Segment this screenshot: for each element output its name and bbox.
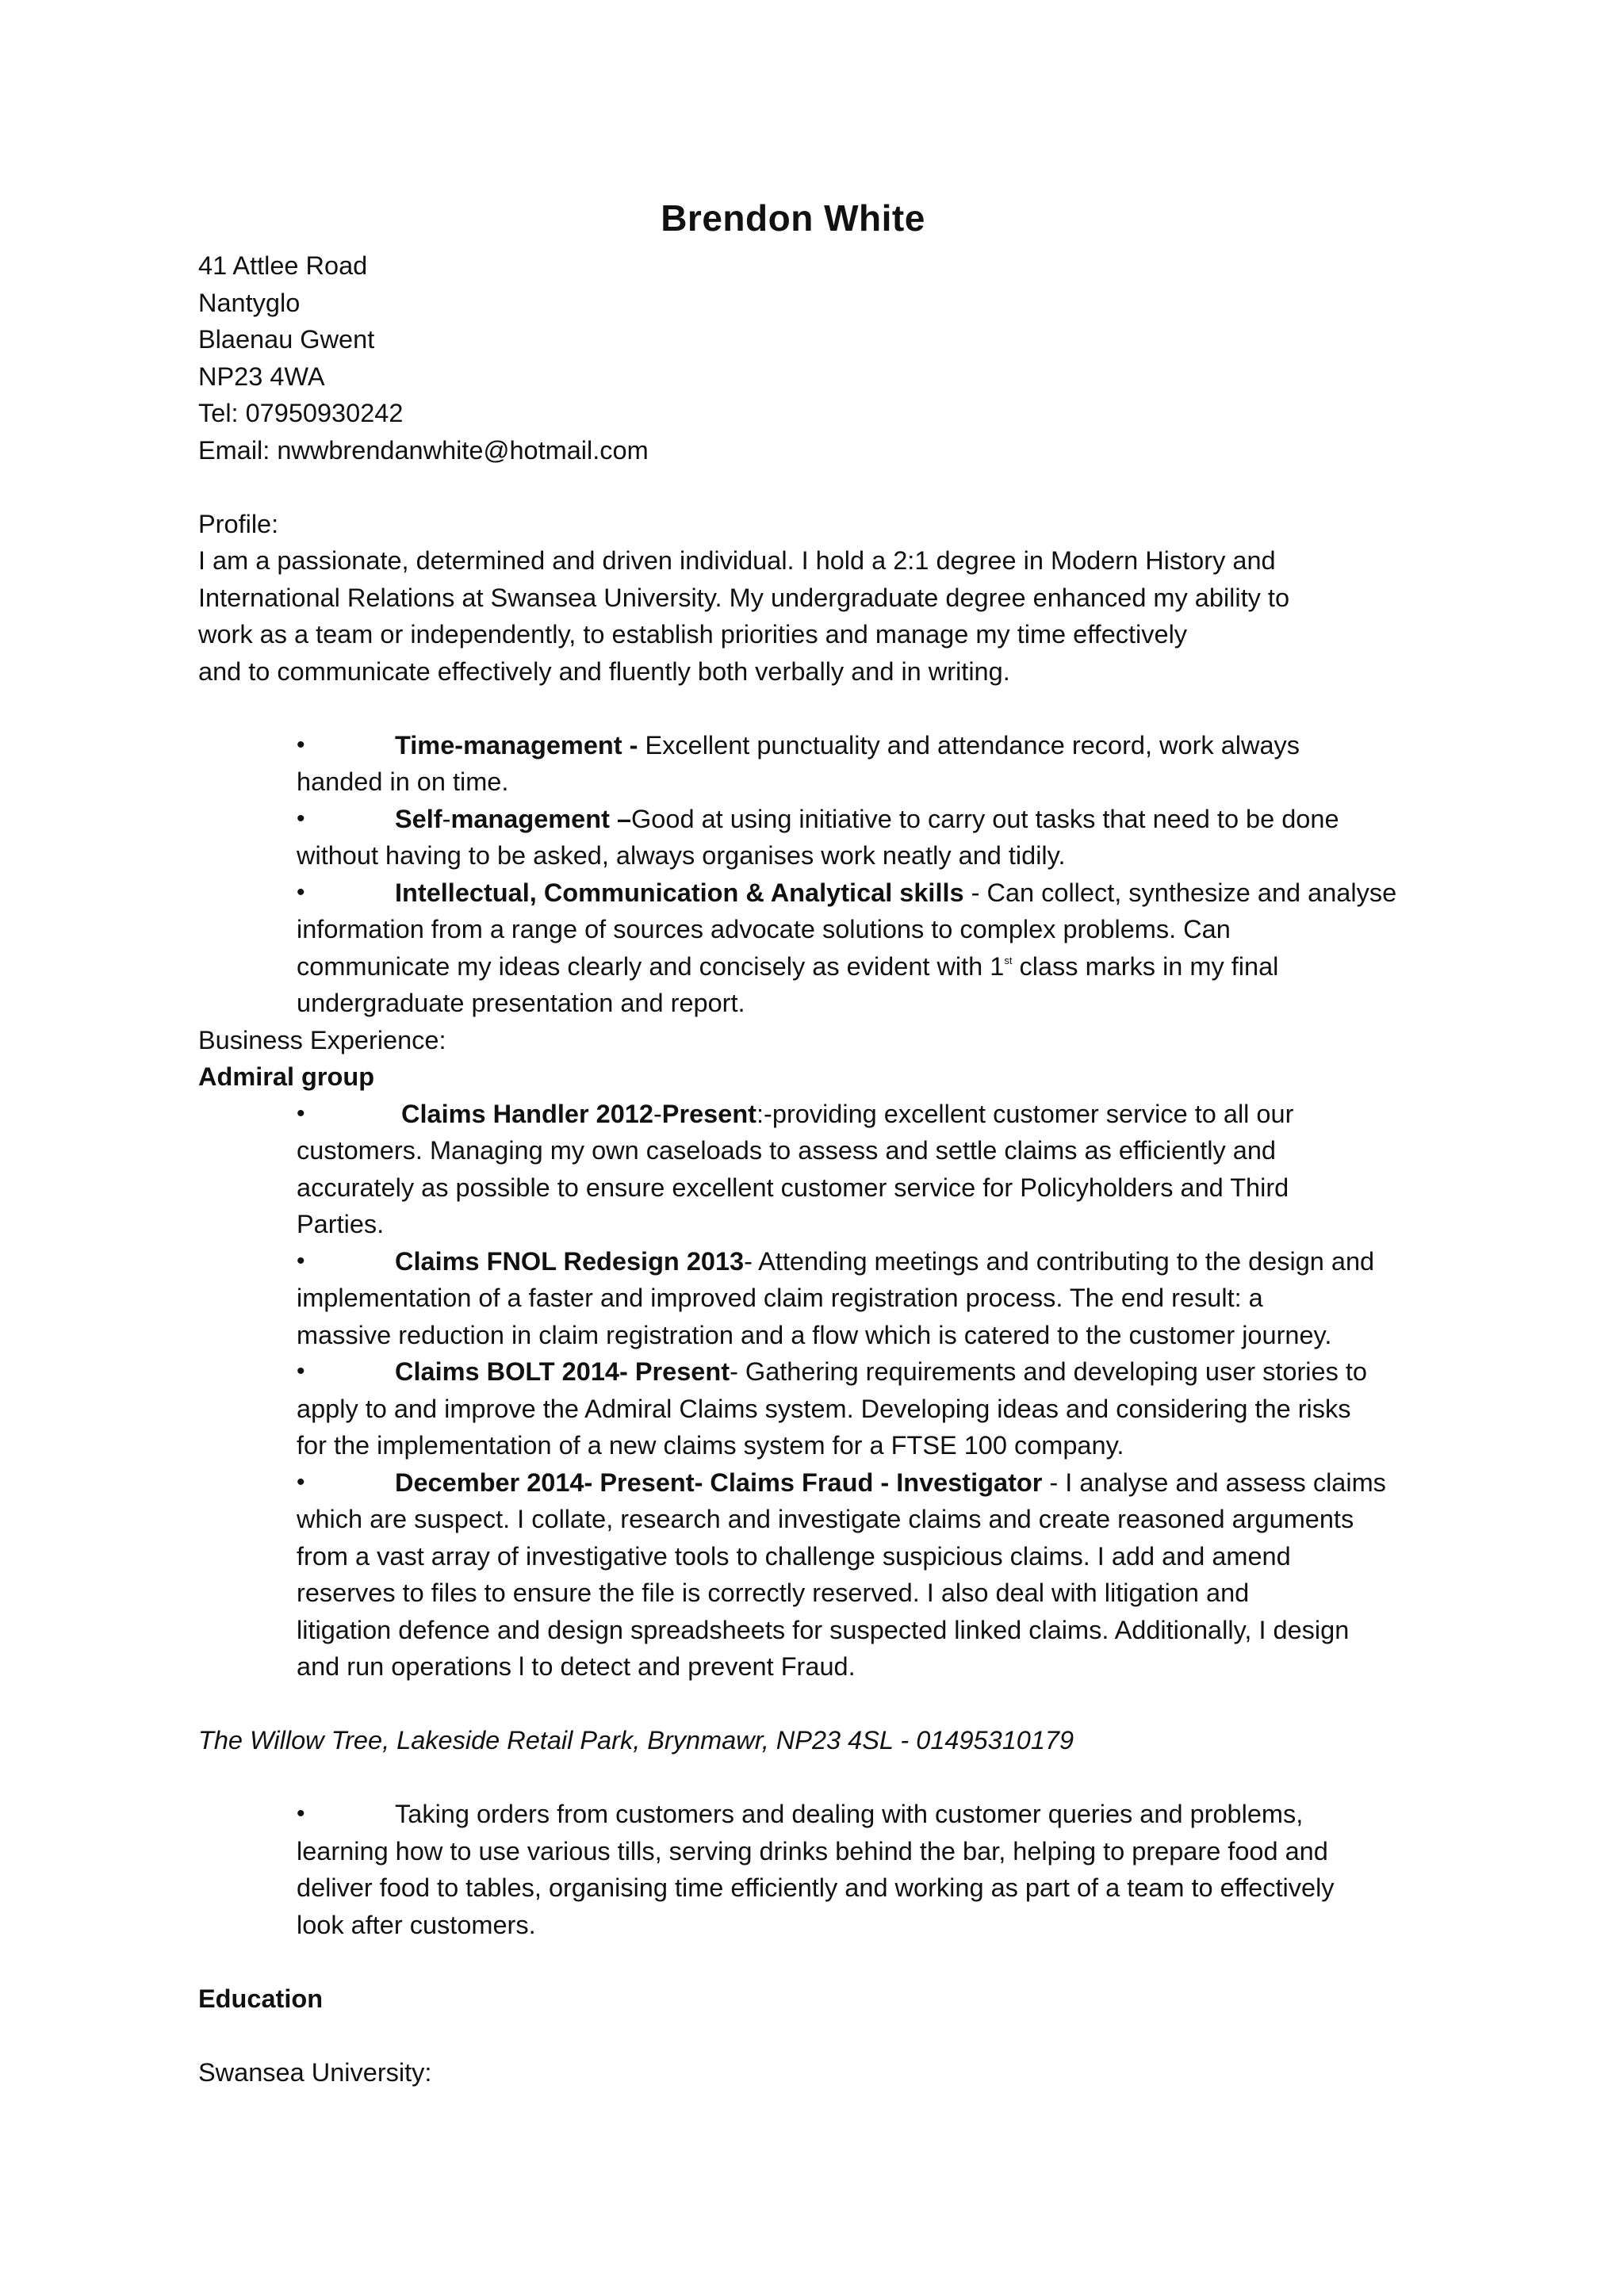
role-claims-bolt bbox=[198, 1353, 1435, 1464]
address-postcode: NP23 4WA bbox=[198, 362, 325, 391]
role-text-cont: which are suspect. I collate, research and investigate claims and create reasoned arguments bbox=[297, 1505, 1354, 1533]
bullet-icon: • bbox=[297, 1468, 305, 1495]
role-text-cont: and run operations l to detect and prevent Fraud. bbox=[297, 1652, 856, 1681]
role-text-cont: Parties. bbox=[297, 1210, 385, 1238]
address-line-3: Blaenau Gwent bbox=[198, 325, 375, 354]
skill-time-management bbox=[198, 727, 1435, 801]
role-title: Claims FNOL Redesign 2013 bbox=[395, 1246, 745, 1276]
role-text-cont: accurately as possible to ensure excellent customer service for Policyholders and Third bbox=[297, 1173, 1289, 1202]
role-title: December 2014- Present- Claims Fraud - Investigator bbox=[395, 1468, 1043, 1497]
bullet-icon: • bbox=[297, 1358, 305, 1384]
skill-text-cont: handed in on time. bbox=[297, 767, 509, 796]
bullet-icon: • bbox=[297, 805, 305, 832]
company-name: Admiral group bbox=[198, 1062, 375, 1091]
role-text: - Attending meetings and contributing to the design and bbox=[744, 1246, 1375, 1276]
duty-text-cont: look after customers. bbox=[297, 1910, 536, 1939]
willow-heading: The Willow Tree, Lakeside Retail Park, Brynmawr, NP23 4SL - 01495310179 bbox=[198, 1726, 1074, 1755]
skill-title-b: management – bbox=[450, 804, 632, 833]
profile-heading: Profile: bbox=[198, 509, 279, 538]
role-claims-fraud bbox=[198, 1464, 1435, 1686]
skill-title-dash: - bbox=[442, 804, 451, 833]
role-fnol-redesign bbox=[198, 1243, 1435, 1354]
duty-text-cont: deliver food to tables, organising time efficiently and working as part of a team to effectively bbox=[297, 1873, 1335, 1902]
skill-self-management bbox=[198, 801, 1435, 874]
skill-text-cont: class marks in my final bbox=[1012, 951, 1279, 981]
skill-text-cont: undergraduate presentation and report. bbox=[297, 989, 745, 1017]
skill-intellectual bbox=[198, 874, 1435, 1022]
duty-text-cont: learning how to use various tills, serving drinks behind the bar, helping to prepare food and bbox=[297, 1836, 1328, 1866]
role-title-b: Present bbox=[661, 1099, 757, 1128]
bullet-icon: • bbox=[297, 1247, 305, 1274]
role-title: Claims BOLT 2014- Present bbox=[395, 1357, 730, 1386]
bullet-icon: • bbox=[297, 731, 305, 758]
role-claims-handler bbox=[198, 1096, 1435, 1243]
role-text-cont: reserves to files to ensure the file is correctly reserved. I also deal with litigation and bbox=[297, 1578, 1250, 1607]
role-text-cont: for the implementation of a new claims system for a FTSE 100 company. bbox=[297, 1431, 1124, 1460]
skill-text: - Can collect, synthesize and analyse bbox=[963, 878, 1397, 907]
role-text-cont: customers. Managing my own caseloads to assess and settle claims as efficiently and bbox=[297, 1136, 1276, 1165]
role-text-cont: implementation of a faster and improved claim registration process. The end result: a bbox=[297, 1284, 1263, 1312]
role-title-dash: - bbox=[653, 1099, 662, 1128]
bullet-icon: • bbox=[297, 1100, 305, 1127]
skill-text-cont: communicate my ideas clearly and concisely as evident with 1 bbox=[297, 951, 1005, 981]
profile-line-4: and to communicate effectively and fluently both verbally and in writing. bbox=[198, 656, 1010, 686]
duty-text: Taking orders from customers and dealing with customer queries and problems, bbox=[395, 1800, 1304, 1828]
role-text-cont: massive reduction in claim registration and a flow which is catered to the customer journey. bbox=[297, 1320, 1332, 1349]
role-text: :-providing excellent customer service to all our bbox=[756, 1099, 1294, 1128]
telephone: Tel: 07950930242 bbox=[198, 399, 404, 427]
bullet-icon: • bbox=[297, 878, 305, 905]
business-heading: Business Experience: bbox=[198, 1025, 446, 1054]
role-text-cont: from a vast array of investigative tools to challenge suspicious claims. I add and amend bbox=[297, 1541, 1291, 1571]
role-text: - I analyse and assess claims bbox=[1042, 1468, 1386, 1497]
skill-text: Excellent punctuality and attendance record, work always bbox=[638, 730, 1300, 760]
role-text-cont: litigation defence and design spreadsheets for suspected linked claims. Additionally, I design bbox=[297, 1615, 1350, 1644]
skill-text-cont: information from a range of sources advocate solutions to complex problems. Can bbox=[297, 915, 1231, 943]
role-title-a: Claims Handler 2012 bbox=[401, 1099, 653, 1128]
email: Email: nwwbrendanwhite@hotmail.com bbox=[198, 435, 649, 465]
skill-title-a: Self bbox=[395, 804, 442, 833]
profile-line-3: work as a team or independently, to establish priorities and manage my time effectively bbox=[198, 620, 1188, 649]
bullet-icon: • bbox=[297, 1800, 305, 1827]
role-text-cont: apply to and improve the Admiral Claims system. Developing ideas and considering the risks bbox=[297, 1394, 1351, 1423]
cv-body bbox=[198, 247, 1435, 2091]
skill-title: Time-management - bbox=[395, 730, 638, 760]
cv-name: Brendon White bbox=[661, 197, 925, 239]
skill-title: Intellectual, Communication & Analytical skills bbox=[395, 878, 964, 907]
address-line-2: Nantyglo bbox=[198, 288, 301, 317]
skill-text: Good at using initiative to carry out tasks that need to be done bbox=[631, 804, 1339, 833]
profile-line-1: I am a passionate, determined and driven individual. I hold a 2:1 degree in Modern History and bbox=[198, 546, 1276, 575]
role-text: - Gathering requirements and developing user stories to bbox=[730, 1357, 1367, 1386]
ordinal-superscript: st bbox=[1004, 954, 1013, 966]
education-heading: Education bbox=[198, 1984, 324, 2013]
address-line-1: 41 Attlee Road bbox=[198, 251, 368, 280]
profile-line-2: International Relations at Swansea University. My undergraduate degree enhanced my ability to bbox=[198, 583, 1290, 612]
willow-duties bbox=[198, 1796, 1435, 1943]
education-institution: Swansea University: bbox=[198, 2057, 432, 2087]
skill-text-cont: without having to be asked, always organises work neatly and tidily. bbox=[297, 841, 1066, 870]
